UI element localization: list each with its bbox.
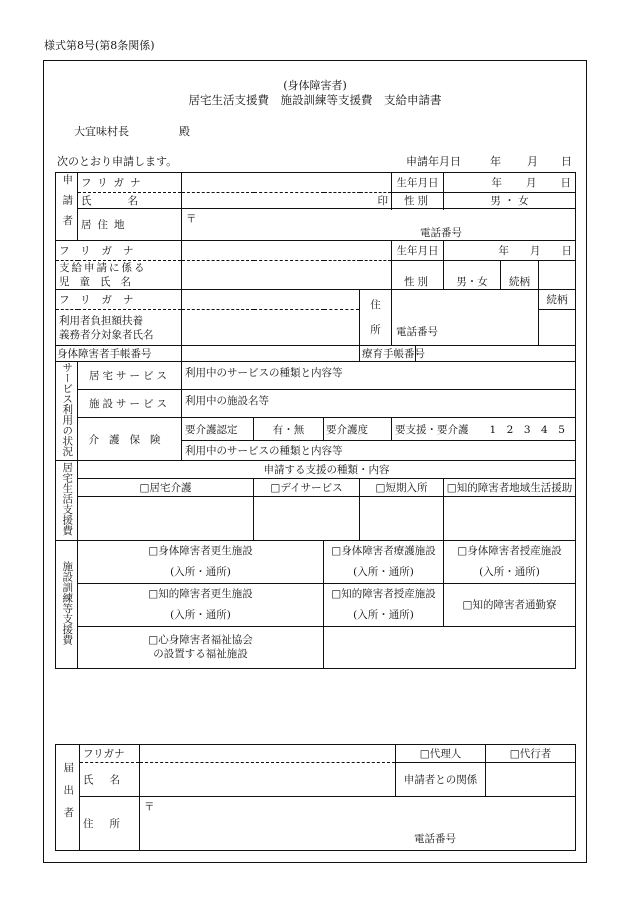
facility-option-4[interactable]: □知的障害者更生施設 (入所・通所)	[78, 583, 324, 626]
postal-mark: 〒	[186, 213, 197, 225]
guardian-relation-field[interactable]	[539, 310, 576, 346]
insurance-label: 介護保険	[78, 418, 182, 461]
submitter-table	[55, 744, 576, 851]
facility-option-7[interactable]: □心身障害者福祉協会 の設置する福祉施設	[78, 626, 324, 668]
applicant-name-label: 氏名	[78, 193, 182, 209]
main-form-table	[55, 172, 576, 669]
facility-option-6[interactable]: □知的障害者通勤寮	[444, 583, 576, 626]
home-service-field[interactable]: 利用中のサービスの種類と内容等	[182, 362, 576, 390]
child-sex-label: 性別	[392, 261, 444, 290]
submitter-proxy-option[interactable]: □代行者	[486, 745, 576, 763]
applicant-phone-label: 電話番号	[420, 227, 462, 239]
child-birth-field[interactable]: 年 月 日	[444, 241, 576, 261]
facility-support-section: 施設訓練等支援費	[56, 540, 78, 668]
child-name-field[interactable]	[182, 261, 392, 290]
applicant-address-field[interactable]	[182, 209, 576, 241]
submitter-address-label: 住所	[80, 797, 140, 851]
submitter-furigana-label: フリガナ	[80, 745, 140, 763]
date-day: 日	[561, 155, 572, 168]
honorific: 殿	[179, 125, 190, 138]
home-support-heading: 申請する支援の種類・内容	[78, 460, 576, 478]
form-subtitle: (身体障害者)	[283, 79, 347, 92]
facility-option-1[interactable]: □身体障害者更生施設 (入所・通所)	[78, 540, 324, 583]
applicant-sex-field[interactable]: 男 ・ 女	[444, 193, 576, 209]
child-birth-label: 生年月日	[392, 241, 444, 261]
child-name-label: 支給申請に係る 児童氏名	[56, 261, 182, 290]
care-cert-field[interactable]	[416, 346, 576, 362]
facility-service-label: 施設サービス	[78, 390, 182, 418]
care-yes-no[interactable]: 有・無	[254, 418, 324, 441]
home-support-option-1[interactable]: □居宅介護	[78, 478, 254, 496]
facility-option-blank	[324, 626, 576, 668]
submitter-section: 届出者	[56, 745, 80, 851]
physical-cert-label: 身体障害者手帳番号	[56, 346, 182, 362]
child-relation-field[interactable]	[539, 261, 576, 290]
care-cert-status-label: 要介護認定	[182, 418, 254, 441]
form-number: 様式第8号(第8条関係)	[44, 39, 155, 52]
addressee: 大宜味村長	[74, 125, 129, 138]
guardian-address-label: 住 所	[360, 290, 392, 346]
applicant-sex-label: 性別	[392, 193, 444, 209]
care-level-options[interactable]: 要支援・要介護 1 2 3 4 5	[392, 418, 576, 441]
guardian-name-field[interactable]	[182, 310, 360, 346]
home-support-option-3[interactable]: □短期入所	[360, 478, 444, 496]
guardian-name-label: 利用者負担額扶養 義務者分対象者氏名	[56, 310, 182, 346]
applicant-birth-label: 生年月日	[392, 173, 444, 193]
facility-option-2[interactable]: □身体障害者療護施設 (入所・通所)	[324, 540, 444, 583]
guardian-relation-label: 続柄	[539, 290, 576, 310]
facility-option-3[interactable]: □身体障害者授産施設 (入所・通所)	[444, 540, 576, 583]
home-support-option-2[interactable]: □デイサービス	[254, 478, 360, 496]
submitter-agent-option[interactable]: □代理人	[396, 745, 486, 763]
submitter-postal-mark: 〒	[144, 801, 155, 813]
insurance-service-field[interactable]: 利用中のサービスの種類と内容等	[182, 440, 576, 460]
guardian-furigana-field[interactable]	[182, 290, 360, 310]
applicant-address-label: 居住地	[78, 209, 182, 241]
submitter-name-label: 氏名	[80, 763, 140, 797]
seal-mark: 印	[377, 195, 388, 207]
facility-service-field[interactable]: 利用中の施設名等	[182, 390, 576, 418]
home-support-detail-3[interactable]	[360, 496, 444, 540]
submitter-address-field[interactable]	[140, 797, 576, 851]
applicant-section: 申請者	[56, 173, 78, 241]
facility-option-5[interactable]: □知的障害者授産施設 (入所・通所)	[324, 583, 444, 626]
form-title: 居宅生活支援費 施設訓練等支援費 支給申請書	[188, 93, 442, 107]
applicant-furigana-label: フリガナ	[78, 173, 182, 193]
submitter-relation-field[interactable]	[486, 763, 576, 797]
submitter-furigana-field[interactable]	[140, 745, 396, 763]
home-support-section: 居宅生活支援費	[56, 460, 78, 540]
home-service-label: 居宅サービス	[78, 362, 182, 390]
home-support-detail-1[interactable]	[78, 496, 254, 540]
child-sex-field[interactable]: 男・女	[444, 261, 501, 290]
home-support-detail-2[interactable]	[254, 496, 360, 540]
intro-text: 次のとおり申請します。	[57, 155, 178, 168]
submitter-relation-label: 申請者との関係	[396, 763, 486, 797]
applicant-birth-field[interactable]: 年 月 日	[444, 173, 576, 193]
date-month: 月	[527, 155, 538, 168]
home-support-option-4[interactable]: □知的障害者地域生活援助	[444, 478, 576, 496]
care-level-label: 要介護度	[324, 418, 392, 441]
submitter-phone-label: 電話番号	[414, 833, 456, 845]
child-furigana-label: フリガナ	[56, 241, 182, 261]
care-cert-label: 療育手帳番号	[360, 346, 416, 362]
child-relation-label: 続柄	[501, 261, 539, 290]
applicant-name-field[interactable]	[182, 193, 392, 209]
date-year: 年	[490, 155, 501, 168]
guardian-address-field[interactable]	[392, 290, 539, 346]
guardian-phone-label: 電話番号	[396, 326, 438, 339]
physical-cert-field[interactable]	[182, 346, 360, 362]
submitter-name-field[interactable]	[140, 763, 396, 797]
child-furigana-field[interactable]	[182, 241, 392, 261]
service-status-section: サービス利用の状況	[56, 362, 78, 461]
applicant-furigana-field[interactable]	[182, 173, 392, 193]
guardian-furigana-label: フリガナ	[56, 290, 182, 310]
application-date-label: 申請年月日	[406, 155, 461, 168]
home-support-detail-4[interactable]	[444, 496, 576, 540]
